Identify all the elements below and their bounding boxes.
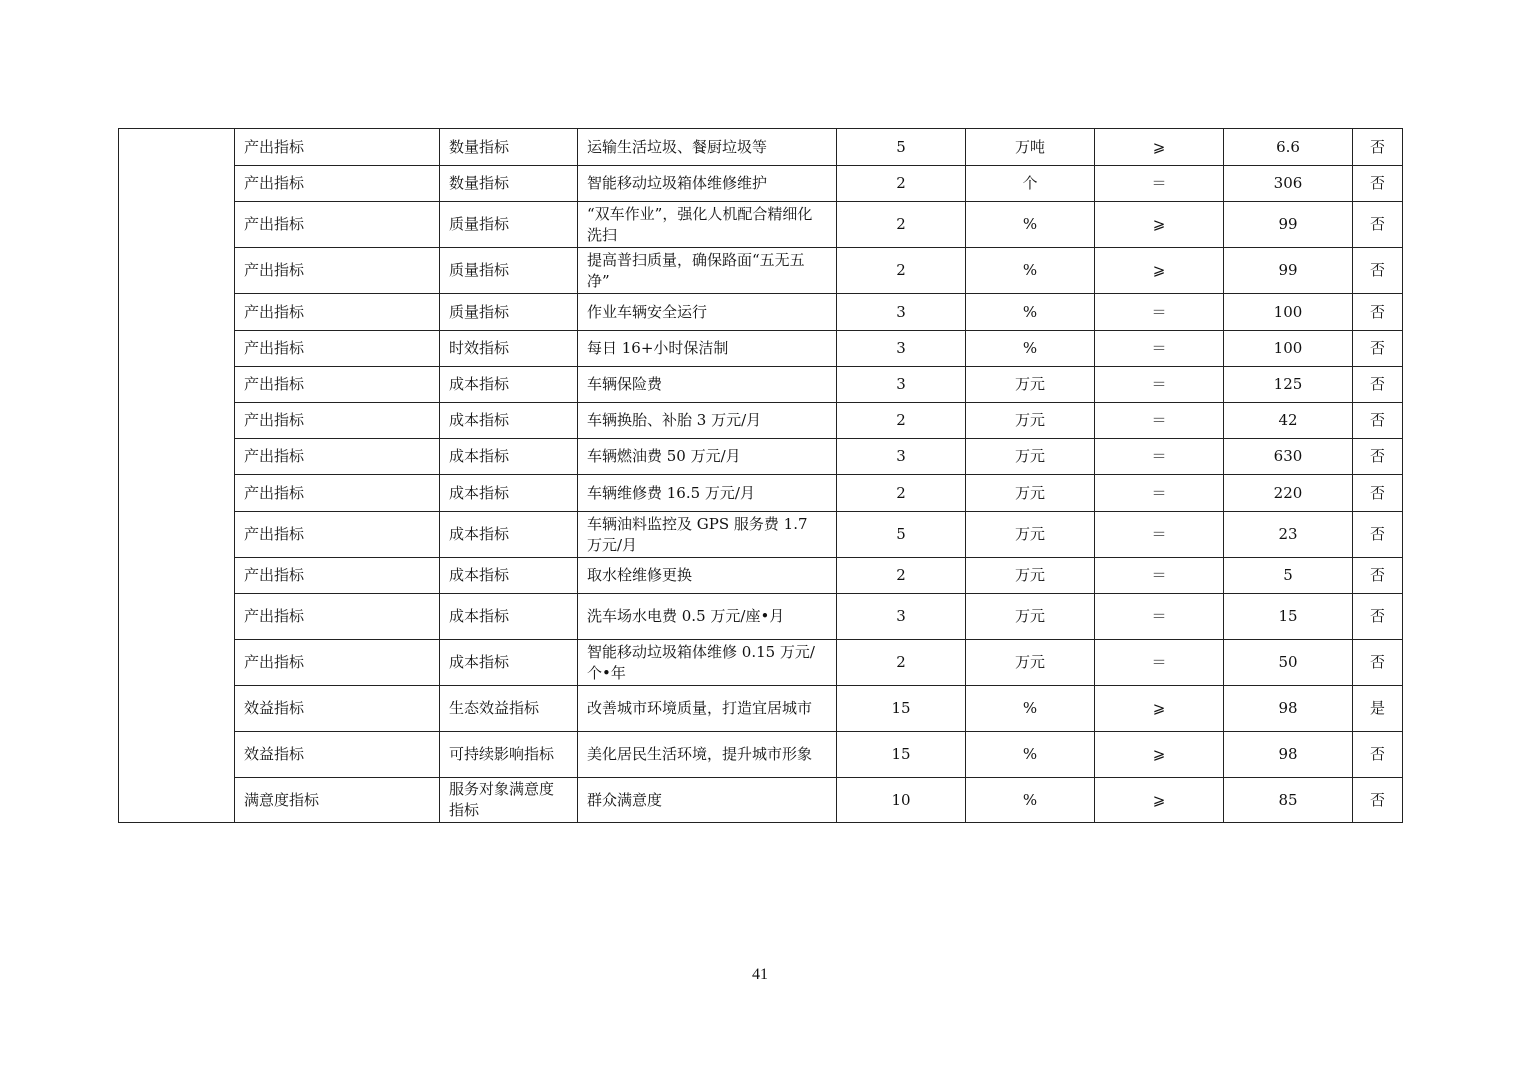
level2-cell: 数量指标 [440,129,578,166]
level1-cell: 产出指标 [235,594,440,640]
table-row [119,558,1403,594]
level2-cell: 成本指标 [440,640,578,686]
operator-cell: ⩾ [1095,202,1224,248]
operator-cell: ＝ [1095,640,1224,686]
core-cell: 否 [1353,640,1403,686]
indicator-cell: “双车作业”，强化人机配合精细化洗扫 [578,202,837,248]
target-cell: 23 [1224,512,1353,558]
indicator-cell: 提高普扫质量，确保路面“五无五净” [578,248,837,294]
weight-cell: 2 [837,403,966,439]
table-row [119,439,1403,475]
level1-cell: 产出指标 [235,129,440,166]
weight-cell: 2 [837,202,966,248]
core-cell: 否 [1353,732,1403,778]
core-cell: 否 [1353,294,1403,331]
performance-indicator-table [118,128,1403,823]
indicator-table-wrap [118,128,1402,823]
operator-cell: ＝ [1095,367,1224,403]
weight-cell: 5 [837,512,966,558]
weight-cell: 2 [837,640,966,686]
weight-cell: 15 [837,732,966,778]
level1-cell: 产出指标 [235,166,440,202]
core-cell: 否 [1353,403,1403,439]
level1-cell: 产出指标 [235,331,440,367]
core-cell: 否 [1353,166,1403,202]
operator-cell: ＝ [1095,475,1224,512]
unit-cell: % [966,778,1095,823]
core-cell: 否 [1353,367,1403,403]
unit-cell: % [966,202,1095,248]
level2-cell: 生态效益指标 [440,686,578,732]
operator-cell: ⩾ [1095,732,1224,778]
weight-cell: 2 [837,475,966,512]
weight-cell: 15 [837,686,966,732]
core-cell: 否 [1353,475,1403,512]
unit-cell: 万元 [966,367,1095,403]
indicator-cell: 每日 16+小时保洁制 [578,331,837,367]
target-cell: 125 [1224,367,1353,403]
level2-cell: 质量指标 [440,202,578,248]
target-cell: 15 [1224,594,1353,640]
weight-cell: 3 [837,367,966,403]
unit-cell: % [966,294,1095,331]
table-row [119,129,1403,166]
operator-cell: ⩾ [1095,778,1224,823]
unit-cell: % [966,248,1095,294]
unit-cell: 万元 [966,439,1095,475]
weight-cell: 2 [837,558,966,594]
unit-cell: 万元 [966,594,1095,640]
target-cell: 100 [1224,294,1353,331]
level2-cell: 可持续影响指标 [440,732,578,778]
level2-cell: 服务对象满意度指标 [440,778,578,823]
table-row [119,294,1403,331]
table-row [119,367,1403,403]
weight-cell: 2 [837,166,966,202]
indicator-cell: 车辆保险费 [578,367,837,403]
level1-cell: 产出指标 [235,248,440,294]
core-cell: 否 [1353,129,1403,166]
level1-cell: 产出指标 [235,202,440,248]
core-cell: 否 [1353,331,1403,367]
level1-cell: 产出指标 [235,558,440,594]
target-cell: 50 [1224,640,1353,686]
unit-cell: 万元 [966,640,1095,686]
target-cell: 220 [1224,475,1353,512]
operator-cell: ＝ [1095,166,1224,202]
table-row [119,778,1403,823]
indicator-cell: 智能移动垃圾箱体维修维护 [578,166,837,202]
unit-cell: 万元 [966,403,1095,439]
table-row [119,475,1403,512]
core-cell: 否 [1353,202,1403,248]
indicator-cell: 群众满意度 [578,778,837,823]
level1-cell: 产出指标 [235,640,440,686]
operator-cell: ＝ [1095,439,1224,475]
level2-cell: 成本指标 [440,439,578,475]
indicator-cell: 车辆油料监控及 GPS 服务费 1.7 万元/月 [578,512,837,558]
table-row [119,640,1403,686]
target-cell: 306 [1224,166,1353,202]
operator-cell: ⩾ [1095,129,1224,166]
unit-cell: 万吨 [966,129,1095,166]
target-cell: 98 [1224,732,1353,778]
level2-cell: 成本指标 [440,367,578,403]
target-cell: 630 [1224,439,1353,475]
indicator-cell: 车辆燃油费 50 万元/月 [578,439,837,475]
table-row [119,331,1403,367]
core-cell: 是 [1353,686,1403,732]
indicator-cell: 洗车场水电费 0.5 万元/座•月 [578,594,837,640]
unit-cell: 万元 [966,512,1095,558]
level1-cell: 产出指标 [235,294,440,331]
indicator-cell: 车辆换胎、补胎 3 万元/月 [578,403,837,439]
level2-cell: 成本指标 [440,558,578,594]
unit-cell: % [966,732,1095,778]
indicator-cell: 取水栓维修更换 [578,558,837,594]
indicator-cell: 智能移动垃圾箱体维修 0.15 万元/个•年 [578,640,837,686]
operator-cell: ＝ [1095,294,1224,331]
level2-cell: 数量指标 [440,166,578,202]
operator-cell: ＝ [1095,558,1224,594]
indicator-cell: 车辆维修费 16.5 万元/月 [578,475,837,512]
merged-blank-cell [119,129,235,823]
level2-cell: 成本指标 [440,475,578,512]
table-row [119,166,1403,202]
table-row [119,686,1403,732]
unit-cell: 万元 [966,475,1095,512]
target-cell: 42 [1224,403,1353,439]
table-row [119,248,1403,294]
core-cell: 否 [1353,512,1403,558]
indicator-cell: 改善城市环境质量，打造宜居城市 [578,686,837,732]
weight-cell: 3 [837,594,966,640]
core-cell: 否 [1353,439,1403,475]
operator-cell: ＝ [1095,512,1224,558]
table-row [119,512,1403,558]
level1-cell: 产出指标 [235,403,440,439]
target-cell: 98 [1224,686,1353,732]
level2-cell: 时效指标 [440,331,578,367]
level1-cell: 产出指标 [235,512,440,558]
operator-cell: ⩾ [1095,248,1224,294]
target-cell: 99 [1224,248,1353,294]
table-row [119,403,1403,439]
indicator-cell: 美化居民生活环境，提升城市形象 [578,732,837,778]
level1-cell: 效益指标 [235,732,440,778]
unit-cell: 万元 [966,558,1095,594]
level1-cell: 产出指标 [235,367,440,403]
operator-cell: ⩾ [1095,686,1224,732]
weight-cell: 5 [837,129,966,166]
page-number: 41 [752,966,768,983]
level2-cell: 质量指标 [440,294,578,331]
target-cell: 99 [1224,202,1353,248]
indicator-cell: 作业车辆安全运行 [578,294,837,331]
core-cell: 否 [1353,558,1403,594]
operator-cell: ＝ [1095,331,1224,367]
level2-cell: 成本指标 [440,512,578,558]
core-cell: 否 [1353,778,1403,823]
weight-cell: 3 [837,331,966,367]
weight-cell: 3 [837,439,966,475]
level1-cell: 满意度指标 [235,778,440,823]
table-row [119,732,1403,778]
target-cell: 5 [1224,558,1353,594]
level1-cell: 产出指标 [235,439,440,475]
level2-cell: 成本指标 [440,403,578,439]
table-body [119,129,1403,823]
target-cell: 100 [1224,331,1353,367]
table-row [119,202,1403,248]
unit-cell: % [966,331,1095,367]
operator-cell: ＝ [1095,403,1224,439]
core-cell: 否 [1353,594,1403,640]
target-cell: 85 [1224,778,1353,823]
level2-cell: 质量指标 [440,248,578,294]
table-row [119,594,1403,640]
unit-cell: % [966,686,1095,732]
weight-cell: 2 [837,248,966,294]
unit-cell: 个 [966,166,1095,202]
core-cell: 否 [1353,248,1403,294]
operator-cell: ＝ [1095,594,1224,640]
level2-cell: 成本指标 [440,594,578,640]
level1-cell: 产出指标 [235,475,440,512]
weight-cell: 3 [837,294,966,331]
indicator-cell: 运输生活垃圾、餐厨垃圾等 [578,129,837,166]
weight-cell: 10 [837,778,966,823]
target-cell: 6.6 [1224,129,1353,166]
level1-cell: 效益指标 [235,686,440,732]
